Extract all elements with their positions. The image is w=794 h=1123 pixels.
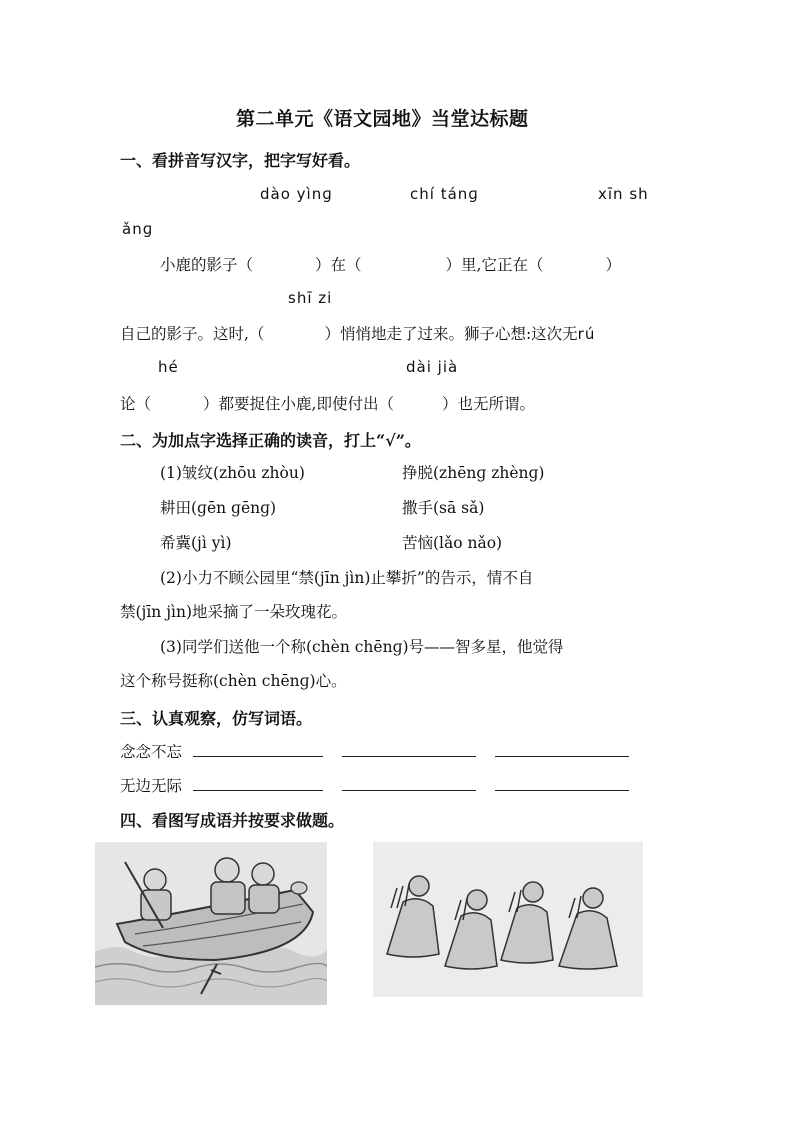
- pinyin-daijia: dài jià: [406, 358, 459, 376]
- pinyin-chitang: chí tánɡ: [410, 185, 479, 203]
- page-title: 第二单元《语文园地》当堂达标题: [236, 108, 529, 130]
- section3-heading: 三、认真观察，仿写词语。: [120, 709, 313, 728]
- pinyin-daoying: dào yìnɡ: [260, 185, 333, 203]
- answer-blank[interactable]: [342, 744, 476, 757]
- section2-heading: 二、为加点字选择正确的读音，打上“√”。: [120, 431, 421, 450]
- kneeling-figures-illustration: [373, 842, 643, 997]
- answer-blank[interactable]: [495, 778, 629, 791]
- figures-drawing: [373, 842, 643, 997]
- imitate-row-1: 念念不忘: [120, 740, 629, 762]
- q1-sashou: 撒手(sā sǎ): [402, 499, 485, 517]
- fill-line-1: 小鹿的影子（ ）在（ ）里,它正在（ ）: [160, 256, 621, 274]
- q1-gengtian: 耕田(ɡēn ɡēnɡ): [160, 499, 277, 517]
- pinyin-xinshang: xīn sh: [598, 185, 649, 203]
- answer-blank[interactable]: [342, 778, 476, 791]
- boat-drawing: [95, 842, 327, 1005]
- fill-line-3: 论（ ）都要捉住小鹿,即使付出（ ）也无所谓。: [120, 395, 535, 413]
- pinyin-shizi: shī zi: [288, 289, 333, 307]
- q2-line2: 禁(jīn jìn)地采摘了一朵玫瑰花。: [120, 603, 348, 621]
- q1-zhengtuo: 挣脱(zhēnɡ zhènɡ): [402, 464, 545, 482]
- q3-line2: 这个称号挺称(chèn chēnɡ)心。: [120, 672, 347, 690]
- boat-illustration: [95, 842, 327, 1005]
- pinyin-xinshang-cont: ǎnɡ: [122, 220, 154, 238]
- q1-xiji: 希冀(jì yì): [160, 534, 232, 552]
- imitate-row-2: 无边无际: [120, 774, 629, 796]
- section1-heading: 一、看拼音写汉字，把字写好看。: [120, 151, 361, 170]
- q1-kunao: 苦恼(lǎo nǎo): [402, 534, 503, 552]
- pinyin-he: hé: [158, 358, 179, 376]
- answer-blank[interactable]: [193, 744, 323, 757]
- section4-heading: 四、看图写成语并按要求做题。: [120, 811, 345, 830]
- q2-line1: (2)小力不顾公园里“禁(jīn jìn)止攀折”的告示，情不自: [160, 569, 534, 587]
- answer-blank[interactable]: [495, 744, 629, 757]
- q1-zhouwen: (1)皱纹(zhōu zhòu): [160, 464, 305, 482]
- fill-line-2: 自己的影子。这时,（ ）悄悄地走了过来。狮子心想:这次无rú: [120, 325, 596, 343]
- q3-line1: (3)同学们送他一个称(chèn chēnɡ)号——智多星，他觉得: [160, 638, 564, 656]
- answer-blank[interactable]: [193, 778, 323, 791]
